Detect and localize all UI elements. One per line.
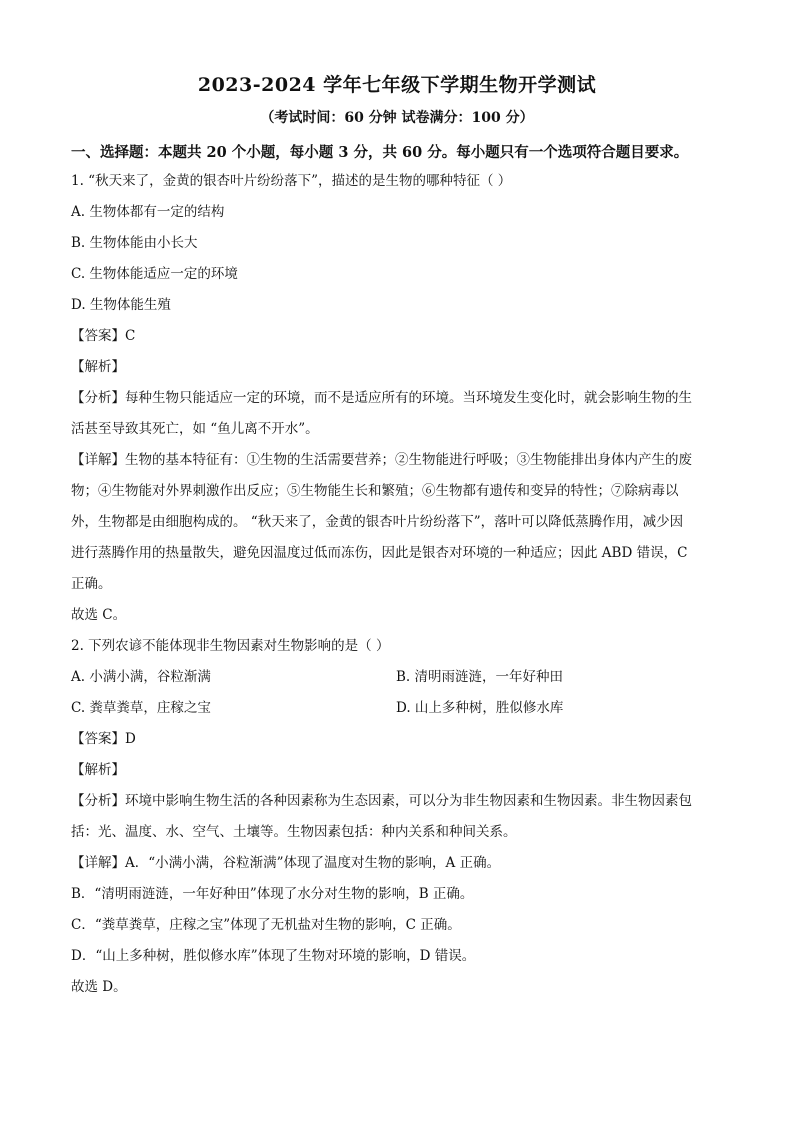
fenxi-text: 环境中影响生物生活的各种因素称为生态因素，可以分为非生物因素和生物因素。非生物因素包 — [125, 793, 692, 809]
q1-conclusion: 故选 C。 — [71, 607, 127, 623]
q1-xiangjie-4: 进行蒸腾作用的热量散失，避免因温度过低而冻伤，因此是银杏对环境的一种适应；因此 ABD 错误，C — [71, 545, 688, 561]
page-title: 2023-2024 学年七年级下学期生物开学测试 — [197, 74, 597, 96]
q2-fenxi-1 — [71, 791, 721, 822]
q2-fenxi-2: 括：光、温度、水、空气、土壤等。生物因素包括：种内关系和种间关系。 — [71, 824, 517, 840]
q2-answer — [71, 729, 721, 760]
q1-answer — [71, 326, 721, 357]
section-heading: 一、选择题：本题共 20 个小题，每小题 3 分，共 60 分。每小题只有一个选项符合题目要求。 — [71, 144, 689, 161]
q2-options-row-1 — [71, 667, 721, 698]
q2-conclusion: 故选 D。 — [71, 979, 127, 995]
q1-analysis-tag: 【解析】 — [71, 359, 125, 375]
q2-xiangjie-3: C．“粪草粪草，庄稼之宝”体现了无机盐对生物的影响，C 正确。 — [71, 917, 461, 933]
q2-option-d: D. 山上多种树，胜似修水库 — [396, 700, 564, 716]
q1-fenxi-2: 活甚至导致其死亡，如 “鱼儿离不开水”。 — [71, 421, 319, 437]
q2-xiangjie-1 — [71, 853, 721, 884]
q1-option-a: A. 生物体都有一定的结构 — [71, 204, 225, 220]
fenxi-text: 每种生物只能适应一定的环境，而不是适应所有的环境。当环境发生变化时，就会影响生物的生 — [125, 390, 692, 406]
q1-option-d: D. 生物体能生殖 — [71, 297, 171, 313]
q1-xiangjie-5: 正确。 — [71, 576, 112, 592]
q2-options-row-2 — [71, 698, 721, 729]
question-2-stem: 2. 下列农谚不能体现非生物因素对生物影响的是（ ） — [71, 638, 390, 654]
question-1-stem: 1. “秋天来了，金黄的银杏叶片纷纷落下”，描述的是生物的哪种特征（ ） — [71, 173, 512, 189]
answer-tag: 【答案】 — [71, 731, 125, 747]
q1-xiangjie-3: 外，生物都是由细胞构成的。 “秋天来了，金黄的银杏叶片纷纷落下”，落叶可以降低蒸腾作用，减少因 — [71, 514, 684, 530]
exam-info: （考试时间：60 分钟 试卷满分：100 分） — [260, 110, 534, 126]
q1-fenxi-1 — [71, 388, 721, 419]
q1-xiangjie-2: 物；④生物能对外界刺激作出反应；⑤生物能生长和繁殖；⑥生物都有遗传和变异的特性；⑦除病毒以 — [71, 483, 679, 499]
question-list — [71, 171, 721, 1008]
fenxi-tag: 【分析】 — [71, 793, 125, 809]
xiangjie-tag: 【详解】 — [71, 452, 125, 468]
q2-option-b: B. 清明雨涟涟，一年好种田 — [396, 669, 564, 685]
fenxi-tag: 【分析】 — [71, 390, 125, 406]
xiangjie-text: A．“小满小满，谷粒渐满”体现了温度对生物的影响，A 正确。 — [125, 855, 501, 871]
q2-option-a: A. 小满小满，谷粒渐满 — [71, 669, 211, 685]
q2-xiangjie-4: D．“山上多种树，胜似修水库”体现了生物对环境的影响，D 错误。 — [71, 948, 476, 964]
answer-value: C — [125, 328, 136, 344]
q2-option-c: C. 粪草粪草，庄稼之宝 — [71, 700, 211, 716]
q2-xiangjie-2: B．“清明雨涟涟，一年好种田”体现了水分对生物的影响，B 正确。 — [71, 886, 474, 902]
answer-value: D — [125, 731, 136, 747]
answer-tag: 【答案】 — [71, 328, 125, 344]
q1-option-c: C. 生物体能适应一定的环境 — [71, 266, 238, 282]
q2-analysis-tag: 【解析】 — [71, 762, 125, 778]
q1-option-b: B. 生物体能由小长大 — [71, 235, 198, 251]
xiangjie-tag: 【详解】 — [71, 855, 125, 871]
q1-xiangjie-1 — [71, 450, 721, 481]
xiangjie-text: 生物的基本特征有：①生物的生活需要营养；②生物能进行呼吸；③生物能排出身体内产生的废 — [125, 452, 692, 468]
